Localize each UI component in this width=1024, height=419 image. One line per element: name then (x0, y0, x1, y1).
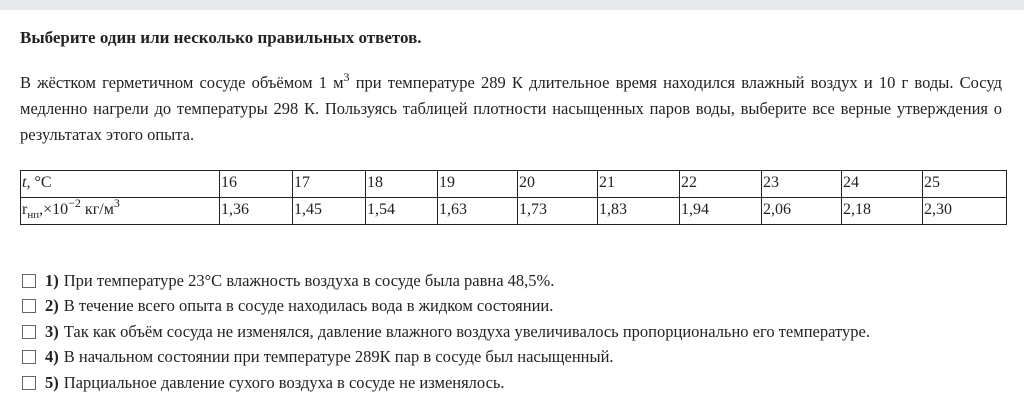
density-cell: 1,73 (518, 198, 598, 225)
top-bar (0, 0, 1024, 10)
temperature-cell: 19 (438, 171, 518, 198)
density-unit: кг/м (80, 201, 114, 218)
task-instruction: Выберите один или несколько правильных ответов. (20, 28, 422, 47)
density-cell: 1,94 (680, 198, 762, 225)
answer-number-5: 5) (45, 372, 59, 392)
question-part-1: В жёстком герметичном сосуде объёмом 1 м (20, 73, 344, 92)
density-cell: 1,63 (438, 198, 518, 225)
answer-number-3: 3) (45, 321, 59, 341)
answer-option-2[interactable] (22, 294, 870, 320)
temperature-cell: 20 (518, 171, 598, 198)
temperature-cell: 24 (842, 171, 923, 198)
temperature-header-cell (21, 171, 220, 198)
answer-text-4: В начальном состоянии при температуре 289К пар в сосуде был насыщенный. (63, 347, 614, 367)
temperature-cell: 18 (366, 171, 438, 198)
density-header-cell (21, 198, 220, 225)
answer-number-2: 2) (45, 296, 59, 316)
density-multiplier: ,×10 (39, 201, 69, 218)
density-unit-exponent: 3 (113, 196, 120, 210)
temperature-cell: 25 (923, 171, 1007, 198)
density-subscript: нп (27, 209, 40, 221)
density-cell: 1,54 (366, 198, 438, 225)
answer-text-3: Так как объём сосуда не изменялся, давление влажного воздуха увеличивалось пропорционально его температуре. (63, 321, 870, 341)
answer-text-1: При температуре 23°С влажность воздуха в сосуде была равна 48,5%. (63, 270, 555, 290)
density-symbol: r (22, 201, 28, 218)
density-cell: 2,30 (923, 198, 1007, 225)
temperature-cell: 17 (293, 171, 366, 198)
answer-text-2: В течение всего опыта в сосуде находилась вода в жидком состоянии. (63, 296, 554, 316)
answer-number-1: 1) (45, 270, 59, 290)
answer-checkbox-4[interactable] (22, 350, 36, 364)
answer-checkbox-5[interactable] (22, 376, 36, 390)
answer-option-3[interactable] (22, 319, 870, 345)
temperature-unit: , °C (26, 174, 52, 191)
density-cell: 1,83 (598, 198, 680, 225)
answer-option-1[interactable] (22, 268, 870, 294)
temperature-row (21, 171, 1007, 198)
density-row (21, 198, 1007, 225)
answer-checkbox-3[interactable] (22, 325, 36, 339)
density-multiplier-exponent: −2 (68, 196, 81, 210)
density-cell: 2,18 (842, 198, 923, 225)
temperature-cell: 22 (680, 171, 762, 198)
answer-checkbox-2[interactable] (22, 299, 36, 313)
temperature-cell: 21 (598, 171, 680, 198)
question-text (20, 70, 1002, 148)
density-cell: 1,36 (220, 198, 293, 225)
question-volume-exponent: 3 (343, 70, 350, 84)
answer-options (22, 268, 870, 396)
temperature-symbol: t (22, 174, 27, 191)
answer-text-5: Парциальное давление сухого воздуха в сосуде не изменялось. (63, 372, 505, 392)
saturated-vapor-density-table (20, 170, 1007, 225)
density-cell: 1,45 (293, 198, 366, 225)
question-part-2: при температуре 289 К длительное время находился влажный воздух и 10 г воды. Сосуд медленно нагрели до температуры 298 К. Пользуясь таблицей плотности насыщенных паров воды, выберите все верные утверждения о результатах этого опыта. (20, 73, 1002, 144)
temperature-cell: 16 (220, 171, 293, 198)
density-cell: 2,06 (762, 198, 842, 225)
answer-option-5[interactable] (22, 370, 870, 396)
answer-number-4: 4) (45, 347, 59, 367)
answer-checkbox-1[interactable] (22, 274, 36, 288)
answer-option-4[interactable] (22, 345, 870, 371)
temperature-cell: 23 (762, 171, 842, 198)
